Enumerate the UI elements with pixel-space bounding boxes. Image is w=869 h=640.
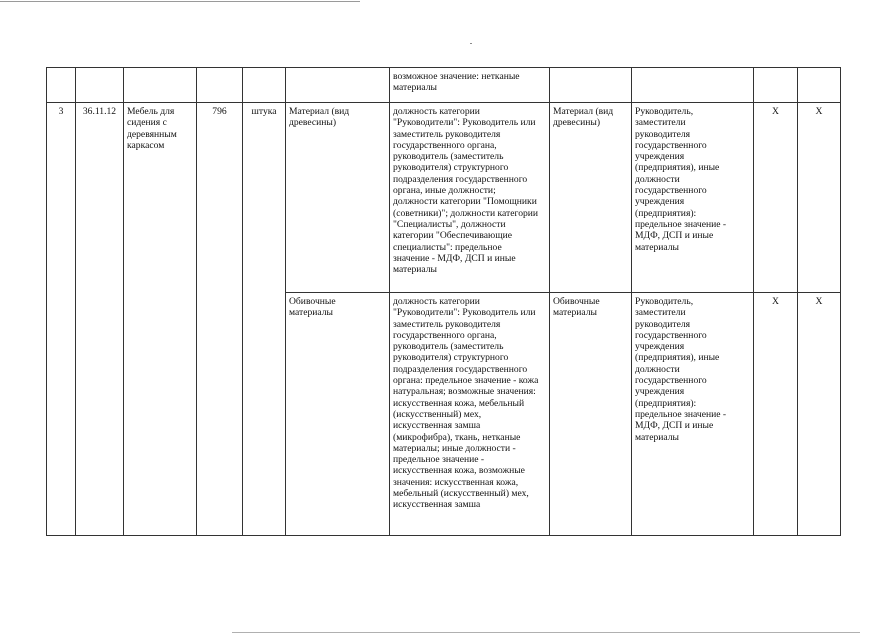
scan-edge-bottom [232, 632, 860, 633]
cell-item-name: Мебель для сидения с деревянным каркасом [124, 103, 197, 536]
cell-mark-1-empty [754, 68, 798, 103]
cell-number-empty [47, 68, 76, 103]
cell-mark-1: X [754, 293, 798, 536]
cell-code-empty [76, 68, 124, 103]
cell-unit-name: штука [243, 103, 286, 536]
cell-name-empty [124, 68, 197, 103]
cell-mark-2: X [798, 293, 841, 536]
cell-characteristic: Обивочные материалы [286, 293, 390, 536]
cell-requirement-continuation: возможное значение: нетканые материалы [390, 68, 550, 103]
cell-mark-1: X [754, 103, 798, 293]
cell-item-number: 3 [47, 103, 76, 536]
table-row-continuation [47, 68, 841, 103]
cell-unit-code: 796 [197, 103, 243, 536]
cell-unit-name-empty [243, 68, 286, 103]
cell-characteristic-empty [286, 68, 390, 103]
cell-unit-code-empty [197, 68, 243, 103]
cell-value-2: Руководитель, заместители руководителя государственного учреждения (предприятия), иные должности государственного учреждения (предприятия): предельное значение - МДФ, ДСП и иные материалы [632, 103, 754, 293]
cell-mark-2: X [798, 103, 841, 293]
cell-requirement: должность категории "Руководители": Руководитель или заместитель руководителя государственного органа, руководитель (заместитель руководителя) структурного подразделения государственного органа, иные должности; должности категории "Помощники (советники)"; должности категории "Специалисты", должности категории "Обеспечивающие специалисты": предельное значение - МДФ, ДСП и иные материалы [390, 103, 550, 293]
scan-edge-top [0, 1, 360, 2]
cell-item-code: 36.11.12 [76, 103, 124, 536]
cell-requirement: должность категории "Руководители": Руководитель или заместитель руководителя государственного органа, руководитель (заместитель руководителя) структурного подразделения государственного органа: предельное значение - кожа натуральная; возможные значения: искусственная кожа, мебельный (искусственный) мех, искусственная замша (микрофибра), ткань, нетканые материалы; иные должности - предельное значение - искусственная кожа, возможные значения: искусственная кожа, мебельный (искусственный) мех, искусственная замша [390, 293, 550, 536]
cell-characteristic: Материал (вид древесины) [286, 103, 390, 293]
scan-speck [470, 43, 472, 44]
cell-characteristic-2-empty [550, 68, 632, 103]
cell-characteristic-2: Материал (вид древесины) [550, 103, 632, 293]
requirements-table [46, 67, 841, 536]
cell-mark-2-empty [798, 68, 841, 103]
cell-value-2: Руководитель, заместители руководителя государственного учреждения (предприятия), иные должности государственного учреждения (предприятия): предельное значение - МДФ, ДСП и иные материалы [632, 293, 754, 536]
cell-characteristic-2: Обивочные материалы [550, 293, 632, 536]
cell-value-2-empty [632, 68, 754, 103]
table-row [47, 103, 841, 293]
